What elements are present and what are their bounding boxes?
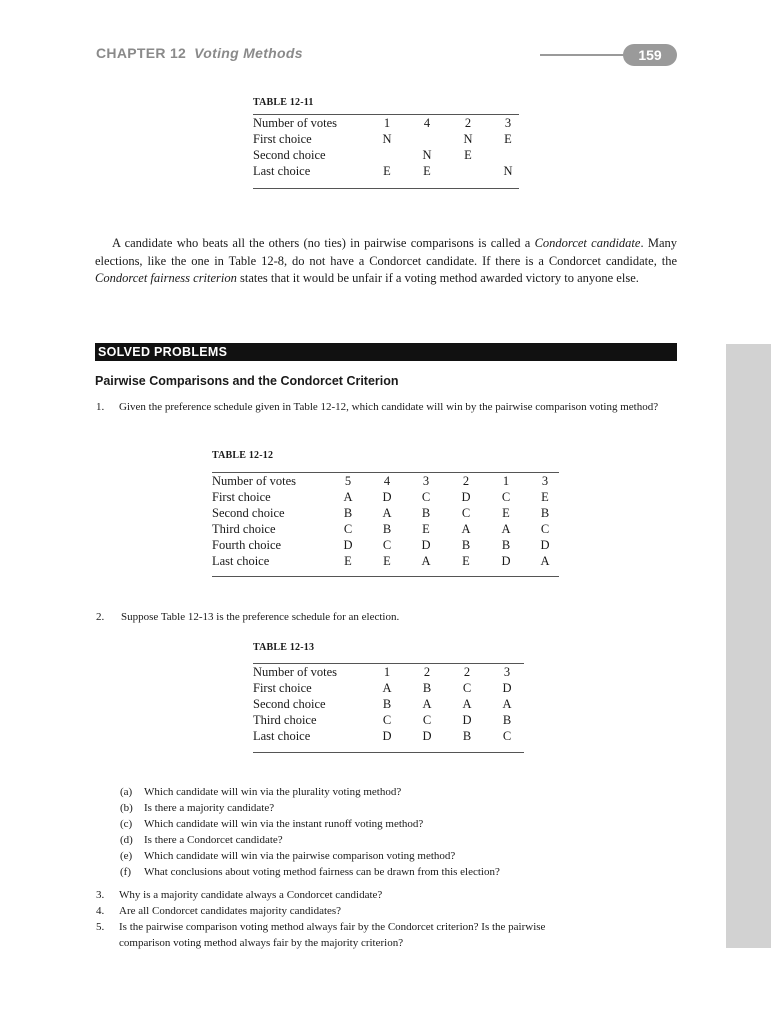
table-cell: N [422,148,432,162]
table-cell: B [382,697,392,711]
table-cell: E [464,148,472,162]
table-cell: C [421,490,431,504]
table-cell: B [461,538,471,552]
table-cell: B [501,538,511,552]
row-label: First choice [253,681,312,695]
table-cell: C [422,713,432,727]
chapter-title: Voting Methods [194,45,303,61]
table-cell: A [382,506,392,520]
subquestion-label: (b) [120,802,133,814]
table-cell: 1 [502,474,510,488]
table-row [253,696,524,712]
term-condorcet-fairness-criterion: Condorcet fairness criterion [95,271,237,285]
condorcet-definition-paragraph [95,235,677,288]
subquestion-label: (c) [120,818,133,830]
table-12-11 [253,97,519,192]
list-item [120,864,680,880]
table-cell: 2 [464,116,472,130]
table-cell: D [382,490,392,504]
subquestion-label: (d) [120,834,133,846]
table-cell: B [421,506,431,520]
problem-number: 5. [96,921,105,933]
table-cell: 1 [383,116,391,130]
subquestion-text: Which candidate will win via the instant runoff voting method? [144,818,424,830]
table-cell: B [462,729,472,743]
table-cell: B [343,506,353,520]
subquestion-text: Which candidate will win via the plurality voting method? [144,786,402,798]
paragraph-text: A candidate who beats all the others (no ties) in pairwise comparisons is called a [112,236,535,250]
row-label: Last choice [212,554,270,568]
table-cell: N [503,164,513,178]
solved-problems-banner: SOLVED PROBLEMS [95,343,677,361]
table-cell: B [540,506,550,520]
table-row [253,115,519,131]
table-cell: E [344,554,352,568]
page-number: 159 [623,44,677,66]
table-title: TABLE 12-12 [212,450,274,461]
table-12-12 [212,450,559,580]
list-item [120,832,680,848]
problem-text: Suppose Table 12-13 is the preference schedule for an election. [121,611,400,623]
row-label: Third choice [212,522,276,536]
problem-text: Is the pairwise comparison voting method always fair by the Condorcet criterion? Is the pairwise comparison voting method always fair by the majority criterion? [119,921,546,949]
row-label: Third choice [253,713,317,727]
table-row [212,473,559,489]
problem-number: 3. [96,889,105,901]
paragraph-text: states that it would be unfair if a voting method awarded victory to anyone else. [236,271,639,285]
table-row [253,131,519,147]
table-cell: E [423,164,431,178]
table-row [253,712,524,728]
table-cell: E [383,554,391,568]
table-row [212,505,559,521]
table-cell: 4 [383,474,391,488]
table-cell: D [502,681,512,695]
problem-text: Are all Condorcet candidates majority candidates? [119,905,342,917]
row-label: Second choice [253,697,326,711]
table-cell: E [502,506,510,520]
row-label: Fourth choice [212,538,282,552]
table-title: TABLE 12-13 [253,642,315,653]
problem-number: 1. [96,401,105,413]
subquestion-label: (a) [120,786,133,798]
table-cell: N [463,132,473,146]
table-cell: D [382,729,392,743]
table-row [253,163,519,179]
term-condorcet-candidate: Condorcet candidate [534,236,641,250]
table-cell: A [422,697,432,711]
table-cell: D [422,729,432,743]
subquestion-text: Is there a Condorcet candidate? [144,834,283,846]
subquestion-label: (e) [120,850,133,862]
table-bottom-rule [212,576,559,577]
table-row [253,728,524,744]
problem-5 [96,919,679,951]
subquestion-text: Which candidate will win via the pairwise comparison voting method? [144,850,456,862]
problem-number: 4. [96,905,105,917]
row-label: Second choice [212,506,285,520]
table-cell: 1 [383,665,391,679]
list-item [120,784,680,800]
table-cell: B [502,713,512,727]
table-bottom-rule [253,188,519,189]
table-cell: A [502,697,512,711]
table-row [212,553,559,569]
table-cell: 2 [463,665,471,679]
table-cell: D [421,538,431,552]
table-cell: 3 [422,474,430,488]
table-cell: D [501,554,511,568]
paragraph-text: . Many elections, like the one in Table 12-8, do not have a Condorcet candidate. If there is a Condorcet candidate, the [95,236,677,268]
subquestion-label: (f) [120,866,131,878]
table-cell: D [343,538,353,552]
problem-3 [96,887,679,903]
table-cell: C [382,538,392,552]
table-cell: C [461,506,471,520]
row-label: Number of votes [253,665,338,679]
table-cell: C [343,522,353,536]
table-cell: A [421,554,431,568]
table-cell: C [462,681,472,695]
table-cell: D [540,538,550,552]
list-item [120,800,680,816]
row-label: First choice [212,490,271,504]
table-cell: A [501,522,511,536]
table-cell: B [382,522,392,536]
table-cell: C [501,490,511,504]
list-item [120,816,680,832]
table-bottom-rule [253,752,524,753]
subquestion-text: What conclusions about voting method fairness can be drawn from this election? [144,866,500,878]
chapter-header [96,45,303,61]
section-subheading: Pairwise Comparisons and the Condorcet Criterion [95,374,399,388]
table-cell: E [541,490,549,504]
table-cell: C [540,522,550,536]
table-cell: C [502,729,512,743]
problem-2 [96,609,679,625]
table-cell: D [461,490,471,504]
table-row [253,680,524,696]
subquestion-list [120,784,680,880]
problem-4 [96,903,679,919]
table-cell: E [462,554,470,568]
row-label: Last choice [253,164,311,178]
table-cell: 2 [423,665,431,679]
table-cell: D [462,713,472,727]
table-cell: A [343,490,353,504]
table-row [212,521,559,537]
problem-text: Why is a majority candidate always a Condorcet candidate? [119,889,383,901]
table-12-13 [253,642,524,757]
table-row [212,537,559,553]
table-cell: 3 [504,116,512,130]
table-cell: A [462,697,472,711]
problem-text: Given the preference schedule given in Table 12-12, which candidate will win by the pairwise comparison voting method? [119,401,659,413]
subquestion-text: Is there a majority candidate? [144,802,275,814]
problem-number: 2. [96,611,105,623]
table-cell: 5 [344,474,352,488]
row-label: First choice [253,132,312,146]
problem-1 [96,399,679,431]
header-rule [540,54,635,56]
table-cell: N [382,132,392,146]
list-item [120,848,680,864]
row-label: Number of votes [253,116,338,130]
row-label: Number of votes [212,474,297,488]
table-cell: E [383,164,391,178]
side-thumb-tab [726,344,771,948]
table-cell: A [382,681,392,695]
table-row [212,489,559,505]
table-row [253,664,524,680]
chapter-label: CHAPTER 12 [96,45,187,61]
table-cell: 3 [541,474,549,488]
table-row [253,147,519,163]
table-cell: E [422,522,430,536]
table-cell: E [504,132,512,146]
row-label: Last choice [253,729,311,743]
table-cell: A [540,554,550,568]
table-cell: B [422,681,432,695]
table-title: TABLE 12-11 [253,97,314,108]
table-cell: 3 [503,665,511,679]
row-label: Second choice [253,148,326,162]
table-cell: 2 [462,474,470,488]
table-cell: C [382,713,392,727]
table-cell: 4 [423,116,431,130]
table-cell: A [461,522,471,536]
